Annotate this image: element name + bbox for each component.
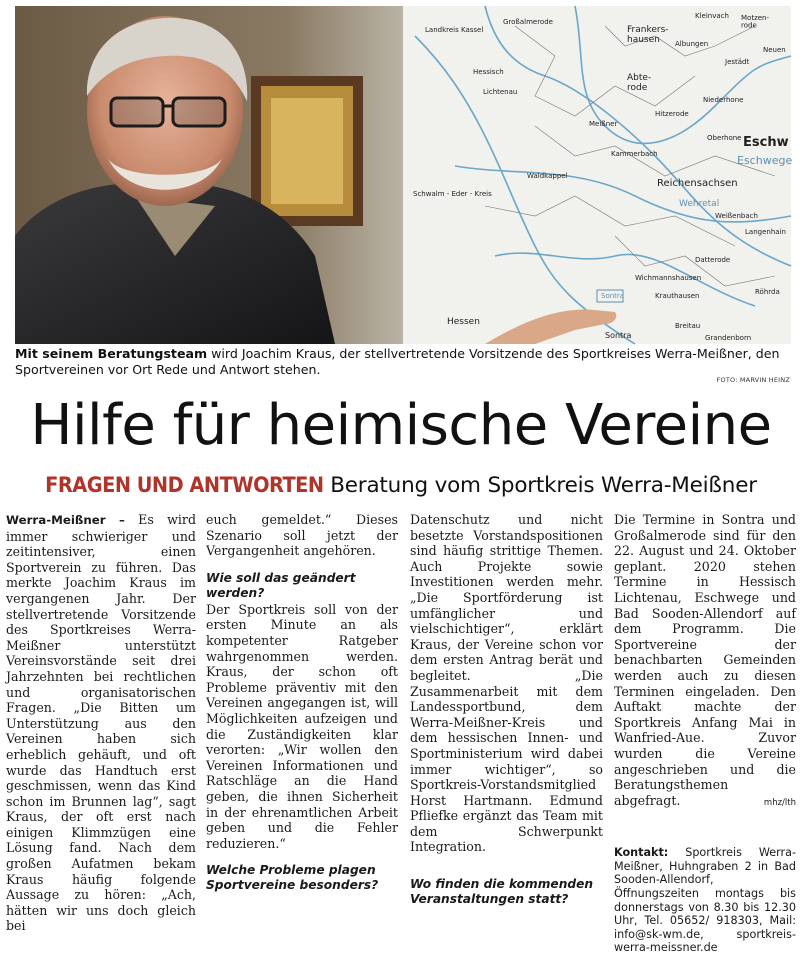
caption-text: wird Joachim Kraus, der stellvertretende Vorsitzende des Sportkreises Werra-Meißner, den Sportvereinen vor Ort Rede und Antwort stehen. — [15, 346, 780, 377]
map-label-reichensachsen: Reichensachsen — [657, 178, 738, 189]
map-label-meissner: Meißner — [589, 120, 618, 128]
dateline: Werra-Meißner – — [6, 513, 125, 527]
article-column-1 — [6, 512, 196, 934]
wall-plaque — [251, 76, 363, 226]
map-label-kammerbach: Kammerbach — [611, 150, 658, 158]
subline-kicker: FRAGEN UND ANTWORTEN — [45, 473, 324, 498]
article-column-4 — [614, 512, 796, 955]
article-paragraph-3: Der Sportkreis soll von der ersten Minute an als kompetenter Ratgeber wahrgenommen werden. Kraus, der schon oft Probleme präventiv mit den Vereinen angegangen ist, will Möglichkeiten aufzeigen und die Zuständigkeiten klar verorten: „Wir wollen den Vereinen Informationen und Ratschläge an die Hand geben, die ihnen Sicherheit in der ehrenamtlichen Arbeit geben und die Fehler reduzieren.“ — [206, 601, 398, 851]
map-label-eschwege: Eschw — [743, 135, 789, 150]
map-label-kassel: Landkreis Kassel — [425, 26, 484, 34]
map-label-waldkappel: Waldkappel — [527, 172, 568, 180]
contact-box — [614, 846, 796, 955]
article-column-2 — [206, 512, 398, 894]
map-label-neuen: Neuen — [763, 46, 786, 54]
map-label-jestaedt: Jestädt — [725, 58, 750, 66]
map-label-sontra-box: Sontra — [601, 292, 625, 300]
photo-caption — [15, 346, 791, 378]
subline-text: Beratung vom Sportkreis Werra-Meißner — [323, 473, 757, 498]
map-label-hessisch: Hessisch — [473, 68, 504, 76]
map-label-weissenbach: Weißenbach — [715, 212, 758, 220]
caption-bold: Mit seinem Beratungsteam — [15, 346, 208, 361]
article-column-3 — [410, 512, 603, 908]
map-label-motzen: Motzen-rode — [741, 14, 770, 30]
map-label-albungen: Albungen — [675, 40, 709, 48]
contact-text: Sportkreis Werra-Meißner, Huhngraben 2 in Bad Sooden-Allendorf, Öffnungszeiten montags bis donnerstags von 8.30 bis 12.30 Uhr, Tel. 05652/ 918303, Mail: info@sk-wm.de, sportkreis-werra-meissner.de — [614, 846, 796, 955]
article-paragraph-4: Datenschutz und nicht besetzte Vorstandspositionen sind häufig strittige Themen. Auch Projekte sowie Investitionen werden mehr. „Die Sportförderung ist umfänglicher und vielschichtiger“, erklärt Kraus, der Vereine schon vor dem ersten Antrag berät und begleitet. „Die Zusammenarbeit mit dem Landessportbund, dem Werra-Meißner-Kreis und dem hessischen Innen- und Sportministerium wird dabei immer wichtiger“, so Sportkreis-Vorstandsmitglied Horst Hartmann. Edmund Pfliefke ergänzt das Team mit dem Schwerpunkt Integration. — [410, 512, 603, 855]
article-photo — [15, 6, 791, 344]
author-tag: mhz/lth — [763, 797, 796, 808]
map-label-frankershausen: Frankers-hausen — [627, 25, 669, 45]
map-label-niederhone: Niederhone — [703, 96, 744, 104]
map-label-grandenborn: Grandenborn — [705, 334, 752, 342]
map-label-oberhone: Oberhone — [707, 134, 742, 142]
map-label-breitau: Breitau — [675, 322, 701, 330]
map-label-lichtenau: Lichtenau — [483, 88, 518, 96]
map-label-wehretal: Wehretal — [679, 199, 720, 209]
map-label-datterode: Datterode — [695, 256, 731, 264]
map-label-hessen: Hessen — [447, 317, 480, 327]
article-paragraph-5: Die Termine in Sontra und Großalmerode sind für den 22. August und 24. Oktober geplant. 2020 stehen Termine in Hessisch Lichtenau, Eschwege und Bad Sooden-Allendorf auf dem Programm. Die Sportvereine der benachbarten Gemeinden werden auch zu diesen Terminen eingeladen. Den Auftakt machte der Sportkreis Anfang Mai in Wanfried-Aue. Zuvor wurden die Vereine angeschrieben und die Beratungsthemen abgefragt. mhz/lth — [614, 512, 796, 808]
contact-label: Kontakt: — [614, 846, 669, 860]
photo-illustration — [15, 6, 791, 344]
question-heading-2: Welche Probleme plagen Sportvereine besonders? — [206, 863, 379, 893]
question-heading-3: Wo finden die kommenden Veranstaltungen statt? — [410, 877, 594, 907]
map-label-hitzerode: Hitzerode — [655, 110, 689, 118]
map-label-eschwege-box: Eschwege — [737, 154, 793, 167]
map-label-krauthausen: Krauthausen — [655, 292, 700, 300]
article-paragraph-1: Werra-Meißner – Es wird immer schwieriger und zeitintensiver, einen Sportverein zu führen. Das merkte Joachim Kraus im vergangenen Jahr. Der stellvertretende Vorsitzende des Sportkreises Werra-Meißner unterstützt Vereinsvorstände seit drei Jahrzehnten bei rechtlichen und organisatorischen Fragen. „Die Bitten um Unterstützung aus den Vereinen haben sich erheblich gehäuft, und oft wurde das Handtuch erst geschmissen, wenn das Kind schon im Brunnen lag“, sagt Kraus, der oft erst nach einigen Klimmzügen eine Lösung fand. Nach dem großen Aufatmen bekam Kraus häufig folgende Aussage zu hören: „Ach, hätten wir uns doch gleich bei — [6, 512, 196, 934]
map-label-wichmannshausen: Wichmannshausen — [635, 274, 702, 282]
article-paragraph-2: euch gemeldet.“ Dieses Szenario soll jetzt der Vergangenheit angehören. — [206, 512, 398, 559]
photo-credit: FOTO: MARVIN HEINZ — [716, 376, 790, 384]
map-label-abterode: Abte-rode — [627, 73, 652, 93]
question-heading-1: Wie soll das geändert werden? — [206, 570, 356, 600]
map-label-sontra: Sontra — [605, 331, 632, 340]
map-label-roehrda: Röhrda — [755, 288, 780, 296]
map-label-kleinvach: Kleinvach — [695, 12, 729, 20]
subline — [0, 471, 802, 501]
headline: Hilfe für heimische Vereine — [30, 393, 772, 458]
map-label-schwalm: Schwalm - Eder - Kreis — [413, 190, 492, 198]
map-label-langenhain: Langenhain — [745, 228, 786, 236]
map-label-grossalmerode: Großalmerode — [503, 18, 553, 26]
